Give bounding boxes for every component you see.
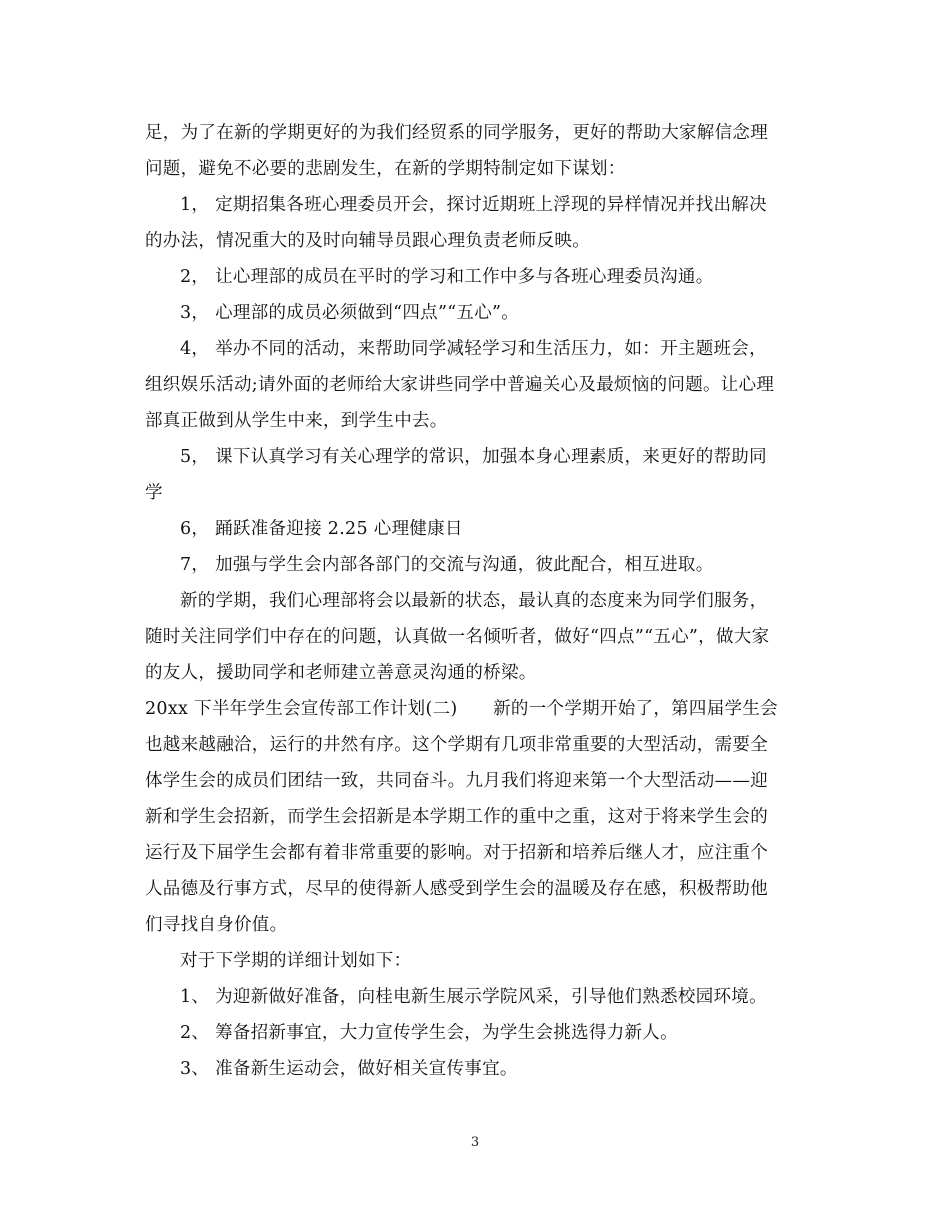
text-line: 体学生会的成员们团结一致，共同奋斗。九月我们将迎来第一个大型活动——迎 (145, 771, 768, 791)
text-line: 学 (145, 483, 163, 503)
text-line: 足，为了在新的学期更好的为我们经贸系的同学服务，更好的帮助大家解信念理 (145, 123, 768, 143)
text-line: 们寻找自身价值。 (145, 915, 288, 935)
paragraph-start: 对于下学期的详细计划如下： (180, 951, 412, 971)
list-item: 1、 为迎新做好准备，向桂电新生展示学院风采，引导他们熟悉校园环境。 (180, 987, 767, 1007)
list-item: 4， 举办不同的活动，来帮助同学减轻学习和生活压力，如：开主题班会， (180, 339, 767, 359)
list-item: 7， 加强与学生会内部各部门的交流与沟通，彼此配合，相互进取。 (180, 555, 714, 575)
text-line: 的办法，情况重大的及时向辅导员跟心理负责老师反映。 (145, 231, 590, 251)
list-item: 3、 准备新生运动会，做好相关宣传事宜。 (180, 1059, 518, 1079)
list-item: 2、 筹备招新事宜，大力宣传学生会，为学生会挑选得力新人。 (180, 1023, 678, 1043)
text-line: 的友人，援助同学和老师建立善意灵沟通的桥梁。 (145, 663, 537, 683)
text-line: 部真正做到从学生中来，到学生中去。 (145, 411, 448, 431)
section-heading-line: 20xx 下半年学生会宣传部工作计划(二) 新的一个学期开始了，第四届学生会 (145, 699, 778, 719)
text-line: 运行及下届学生会都有着非常重要的影响。对于招新和培养后继人才，应注重个 (145, 843, 768, 863)
page-number: 3 (470, 1135, 480, 1150)
text-line: 组织娱乐活动;请外面的老师给大家讲些同学中普遍关心及最烦恼的问题。让心理 (145, 375, 775, 395)
paragraph-start: 新的学期，我们心理部将会以最新的状态，最认真的态度来为同学们服务， (180, 591, 768, 611)
list-item: 6， 踊跃准备迎接 2.25 心理健康日 (180, 519, 463, 539)
text-line: 新和学生会招新，而学生会招新是本学期工作的重中之重，这对于将来学生会的 (145, 807, 768, 827)
text-line: 随时关注同学们中存在的问题，认真做一名倾听者，做好“四点”“五心”，做大家 (145, 627, 770, 647)
list-item: 5， 课下认真学习有关心理学的常识，加强本身心理素质，来更好的帮助同 (180, 447, 767, 467)
text-line: 人品德及行事方式，尽早的使得新人感受到学生会的温暖及存在感，积极帮助他 (145, 879, 768, 899)
text-line: 问题，避免不必要的悲剧发生，在新的学期特制定如下谋划： (145, 159, 626, 179)
list-item: 3， 心理部的成员必须做到“四点”“五心”。 (180, 303, 520, 323)
list-item: 1， 定期招集各班心理委员开会，探讨近期班上浮现的异样情况并找出解决 (180, 195, 767, 215)
document-body (145, 115, 810, 1087)
list-item: 2， 让心理部的成员在平时的学习和工作中多与各班心理委员沟通。 (180, 267, 714, 287)
text-line: 也越来越融洽，运行的井然有序。这个学期有几项非常重要的大型活动，需要全 (145, 735, 768, 755)
